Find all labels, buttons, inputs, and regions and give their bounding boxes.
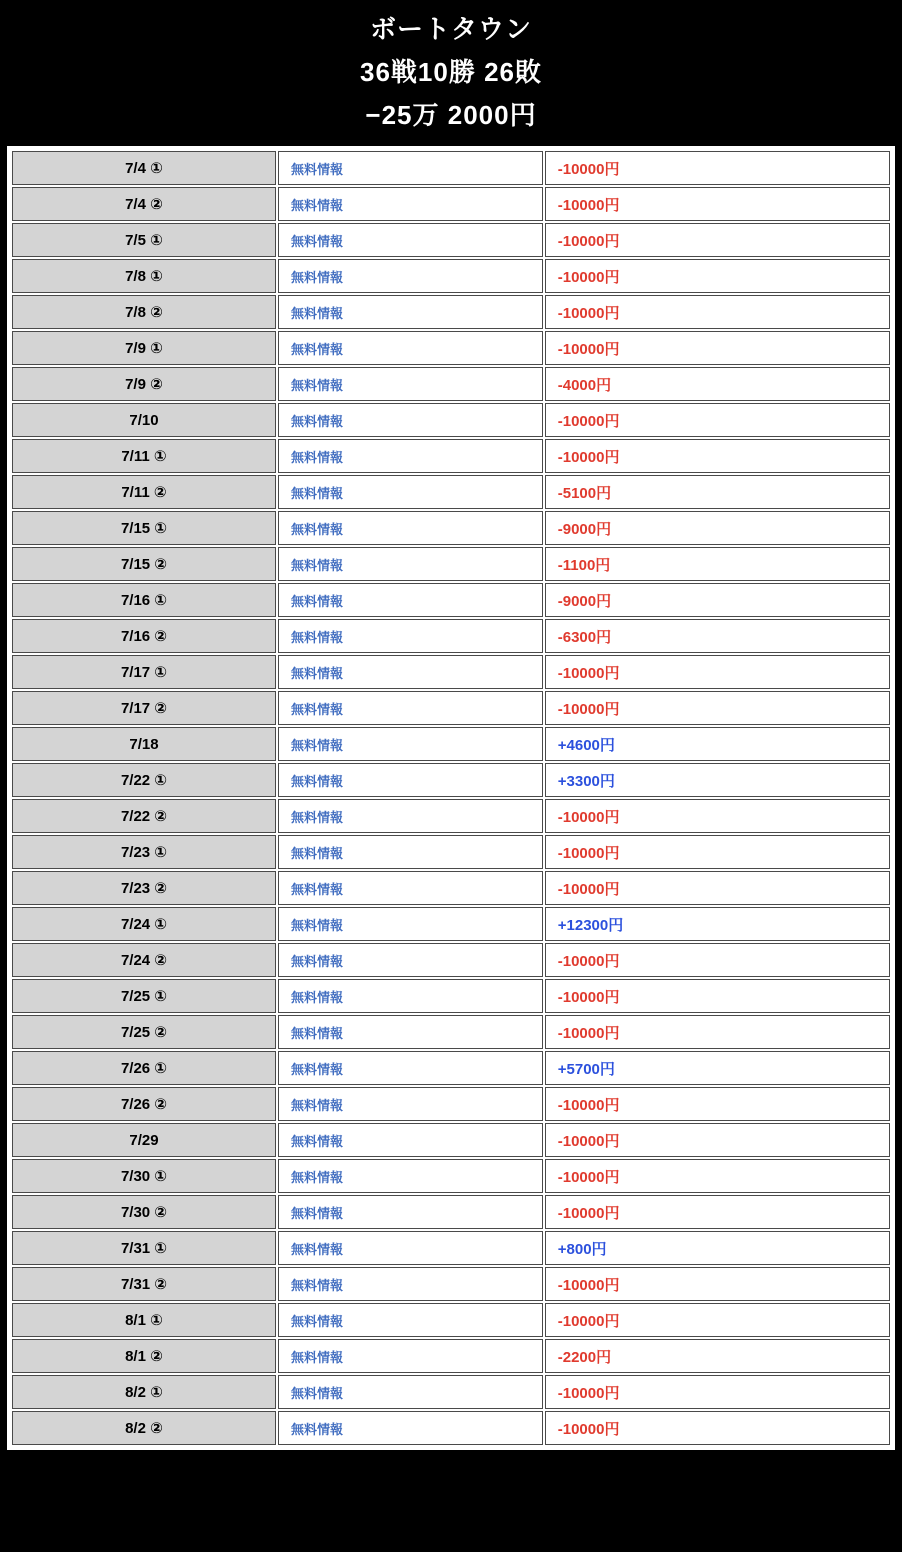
free-info-link[interactable]: 無料情報 [278,835,543,869]
date-cell: 7/23 ② [12,871,276,905]
table-row [12,799,890,833]
free-info-link[interactable]: 無料情報 [278,763,543,797]
amount-cell: +4600円 [545,727,890,761]
date-cell: 8/1 ① [12,1303,276,1337]
date-cell: 7/22 ② [12,799,276,833]
bottom-margin [0,1450,902,1472]
table-row [12,619,890,653]
date-cell: 7/31 ① [12,1231,276,1265]
amount-cell: -9000円 [545,511,890,545]
free-info-link[interactable]: 無料情報 [278,907,543,941]
table-row [12,1231,890,1265]
free-info-link[interactable]: 無料情報 [278,151,543,185]
table-row [12,871,890,905]
free-info-link[interactable]: 無料情報 [278,1051,543,1085]
amount-cell: -10000円 [545,403,890,437]
results-header [0,0,902,146]
free-info-link[interactable]: 無料情報 [278,1195,543,1229]
date-cell: 7/16 ① [12,583,276,617]
amount-cell: -10000円 [545,259,890,293]
date-cell: 7/17 ① [12,655,276,689]
results-table [10,149,892,1447]
amount-cell: -10000円 [545,1375,890,1409]
date-cell: 7/15 ② [12,547,276,581]
free-info-link[interactable]: 無料情報 [278,331,543,365]
free-info-link[interactable]: 無料情報 [278,1123,543,1157]
win-loss-record: 36戦10勝 26敗 [360,57,542,87]
table-row [12,259,890,293]
table-row [12,403,890,437]
free-info-link[interactable]: 無料情報 [278,1015,543,1049]
amount-cell: -10000円 [545,1123,890,1157]
free-info-link[interactable]: 無料情報 [278,187,543,221]
free-info-link[interactable]: 無料情報 [278,979,543,1013]
table-row [12,1195,890,1229]
free-info-link[interactable]: 無料情報 [278,727,543,761]
date-cell: 8/2 ② [12,1411,276,1445]
amount-cell: +800円 [545,1231,890,1265]
date-cell: 7/5 ① [12,223,276,257]
amount-cell: -10000円 [545,1087,890,1121]
amount-cell: -10000円 [545,1411,890,1445]
free-info-link[interactable]: 無料情報 [278,1375,543,1409]
free-info-link[interactable]: 無料情報 [278,691,543,725]
date-cell: 7/9 ① [12,331,276,365]
free-info-link[interactable]: 無料情報 [278,547,543,581]
table-row [12,835,890,869]
amount-cell: -10000円 [545,331,890,365]
table-row [12,295,890,329]
amount-cell: -10000円 [545,187,890,221]
date-cell: 7/8 ② [12,295,276,329]
table-row [12,439,890,473]
amount-cell: -10000円 [545,1159,890,1193]
amount-cell: -10000円 [545,1267,890,1301]
amount-cell: -2200円 [545,1339,890,1373]
amount-cell: -10000円 [545,1195,890,1229]
table-row [12,979,890,1013]
table-row [12,691,890,725]
table-row [12,223,890,257]
amount-cell: -10000円 [545,979,890,1013]
table-row [12,1159,890,1193]
amount-cell: -10000円 [545,223,890,257]
date-cell: 7/29 [12,1123,276,1157]
free-info-link[interactable]: 無料情報 [278,1339,543,1373]
amount-cell: -10000円 [545,871,890,905]
free-info-link[interactable]: 無料情報 [278,1159,543,1193]
date-cell: 7/11 ① [12,439,276,473]
table-row [12,511,890,545]
free-info-link[interactable]: 無料情報 [278,619,543,653]
date-cell: 7/30 ① [12,1159,276,1193]
table-row [12,547,890,581]
free-info-link[interactable]: 無料情報 [278,943,543,977]
table-row [12,331,890,365]
date-cell: 7/16 ② [12,619,276,653]
table-row [12,763,890,797]
date-cell: 7/15 ① [12,511,276,545]
amount-cell: -10000円 [545,295,890,329]
date-cell: 7/9 ② [12,367,276,401]
free-info-link[interactable]: 無料情報 [278,223,543,257]
free-info-link[interactable]: 無料情報 [278,1411,543,1445]
date-cell: 7/11 ② [12,475,276,509]
amount-cell: -10000円 [545,1015,890,1049]
date-cell: 7/4 ① [12,151,276,185]
results-table-container [7,146,895,1450]
date-cell: 7/23 ① [12,835,276,869]
table-row [12,151,890,185]
free-info-link[interactable]: 無料情報 [278,1231,543,1265]
table-row [12,1267,890,1301]
table-row [12,1051,890,1085]
date-cell: 7/26 ① [12,1051,276,1085]
free-info-link[interactable]: 無料情報 [278,655,543,689]
date-cell: 7/25 ① [12,979,276,1013]
table-row [12,187,890,221]
site-title: ボートタウン [369,14,532,44]
amount-cell: +12300円 [545,907,890,941]
table-row [12,727,890,761]
amount-cell: -1100円 [545,547,890,581]
total-balance: −25万 2000円 [365,100,537,130]
free-info-link[interactable]: 無料情報 [278,403,543,437]
date-cell: 7/24 ② [12,943,276,977]
free-info-link[interactable]: 無料情報 [278,295,543,329]
table-row [12,583,890,617]
free-info-link[interactable]: 無料情報 [278,1087,543,1121]
table-row [12,1015,890,1049]
date-cell: 7/24 ① [12,907,276,941]
date-cell: 7/8 ① [12,259,276,293]
date-cell: 7/30 ② [12,1195,276,1229]
free-info-link[interactable]: 無料情報 [278,871,543,905]
table-row [12,1303,890,1337]
amount-cell: +5700円 [545,1051,890,1085]
free-info-link[interactable]: 無料情報 [278,1303,543,1337]
free-info-link[interactable]: 無料情報 [278,1267,543,1301]
amount-cell: -10000円 [545,799,890,833]
date-cell: 8/2 ① [12,1375,276,1409]
free-info-link[interactable]: 無料情報 [278,259,543,293]
amount-cell: -10000円 [545,691,890,725]
amount-cell: -10000円 [545,1303,890,1337]
table-row [12,943,890,977]
amount-cell: -10000円 [545,655,890,689]
date-cell: 7/22 ① [12,763,276,797]
table-row [12,1123,890,1157]
table-row [12,1375,890,1409]
table-row [12,1411,890,1445]
date-cell: 7/26 ② [12,1087,276,1121]
free-info-link[interactable]: 無料情報 [278,475,543,509]
amount-cell: -4000円 [545,367,890,401]
free-info-link[interactable]: 無料情報 [278,583,543,617]
amount-cell: -10000円 [545,943,890,977]
free-info-link[interactable]: 無料情報 [278,367,543,401]
free-info-link[interactable]: 無料情報 [278,511,543,545]
date-cell: 7/25 ② [12,1015,276,1049]
amount-cell: -10000円 [545,439,890,473]
table-row [12,907,890,941]
amount-cell: -10000円 [545,835,890,869]
date-cell: 7/31 ② [12,1267,276,1301]
table-row [12,367,890,401]
date-cell: 7/4 ② [12,187,276,221]
amount-cell: -10000円 [545,151,890,185]
table-row [12,1087,890,1121]
amount-cell: -9000円 [545,583,890,617]
free-info-link[interactable]: 無料情報 [278,439,543,473]
date-cell: 7/18 [12,727,276,761]
free-info-link[interactable]: 無料情報 [278,799,543,833]
amount-cell: -5100円 [545,475,890,509]
table-row [12,1339,890,1373]
table-row [12,475,890,509]
amount-cell: +3300円 [545,763,890,797]
date-cell: 7/10 [12,403,276,437]
amount-cell: -6300円 [545,619,890,653]
table-row [12,655,890,689]
date-cell: 7/17 ② [12,691,276,725]
date-cell: 8/1 ② [12,1339,276,1373]
